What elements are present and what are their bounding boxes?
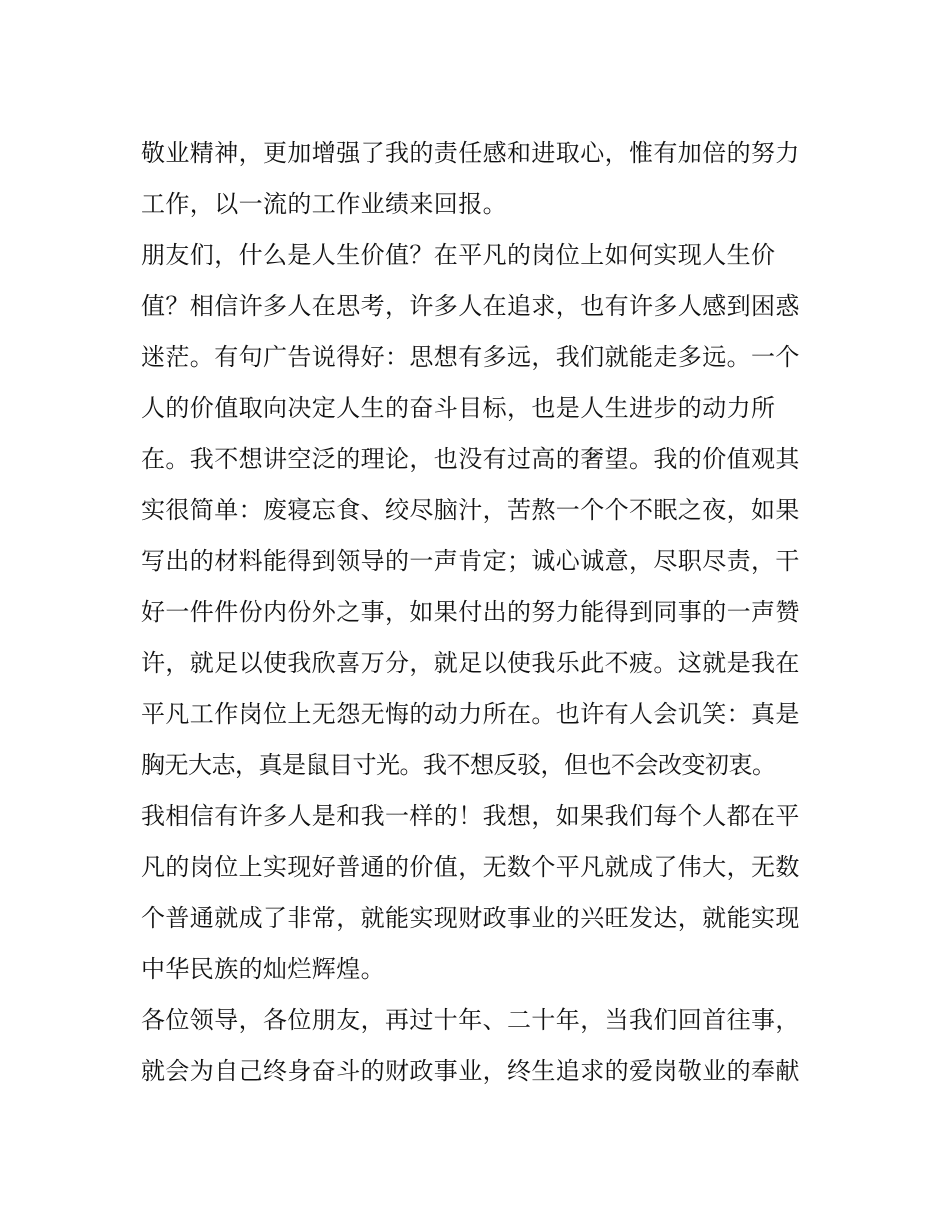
text-line: 平凡工作岗位上无怨无悔的动力所在。也许有人会讥笑：真是	[141, 700, 800, 728]
text-line: 各位领导，各位朋友，再过十年、二十年，当我们回首往事，	[141, 1006, 800, 1034]
text-line: 凡的岗位上实现好普通的价值，无数个平凡就成了伟大，无数	[141, 853, 800, 881]
text-line: 迷茫。有句广告说得好：思想有多远，我们就能走多远。一个	[141, 343, 800, 371]
text-line: 在。我不想讲空泛的理论，也没有过高的奢望。我的价值观其	[141, 445, 800, 473]
text-line: 工作，以一流的工作业绩来回报。	[141, 190, 507, 218]
text-line: 许，就足以使我欣喜万分，就足以使我乐此不疲。这就是我在	[141, 649, 800, 677]
text-line: 个普通就成了非常，就能实现财政事业的兴旺发达，就能实现	[141, 904, 800, 932]
text-line: 胸无大志，真是鼠目寸光。我不想反驳，但也不会改变初衷。	[141, 751, 776, 779]
text-line: 朋友们，什么是人生价值？在平凡的岗位上如何实现人生价	[141, 241, 776, 269]
text-line: 写出的材料能得到领导的一声肯定；诚心诚意，尽职尽责，干	[141, 547, 800, 575]
text-line: 就会为自己终身奋斗的财政事业，终生追求的爱岗敬业的奉献	[141, 1057, 800, 1085]
text-line: 中华民族的灿烂辉煌。	[141, 955, 385, 983]
text-line: 好一件件份内份外之事，如果付出的努力能得到同事的一声赞	[141, 598, 800, 626]
text-line: 敬业精神，更加增强了我的责任感和进取心，惟有加倍的努力	[141, 139, 800, 167]
text-line: 人的价值取向决定人生的奋斗目标，也是人生进步的动力所	[141, 394, 776, 422]
text-line: 实很简单：废寝忘食、绞尽脑汁，苦熬一个个不眠之夜，如果	[141, 496, 800, 524]
body-text	[141, 128, 821, 1097]
text-line: 我相信有许多人是和我一样的！我想，如果我们每个人都在平	[141, 802, 800, 830]
text-line: 值？相信许多人在思考，许多人在追求，也有许多人感到困惑	[141, 292, 800, 320]
